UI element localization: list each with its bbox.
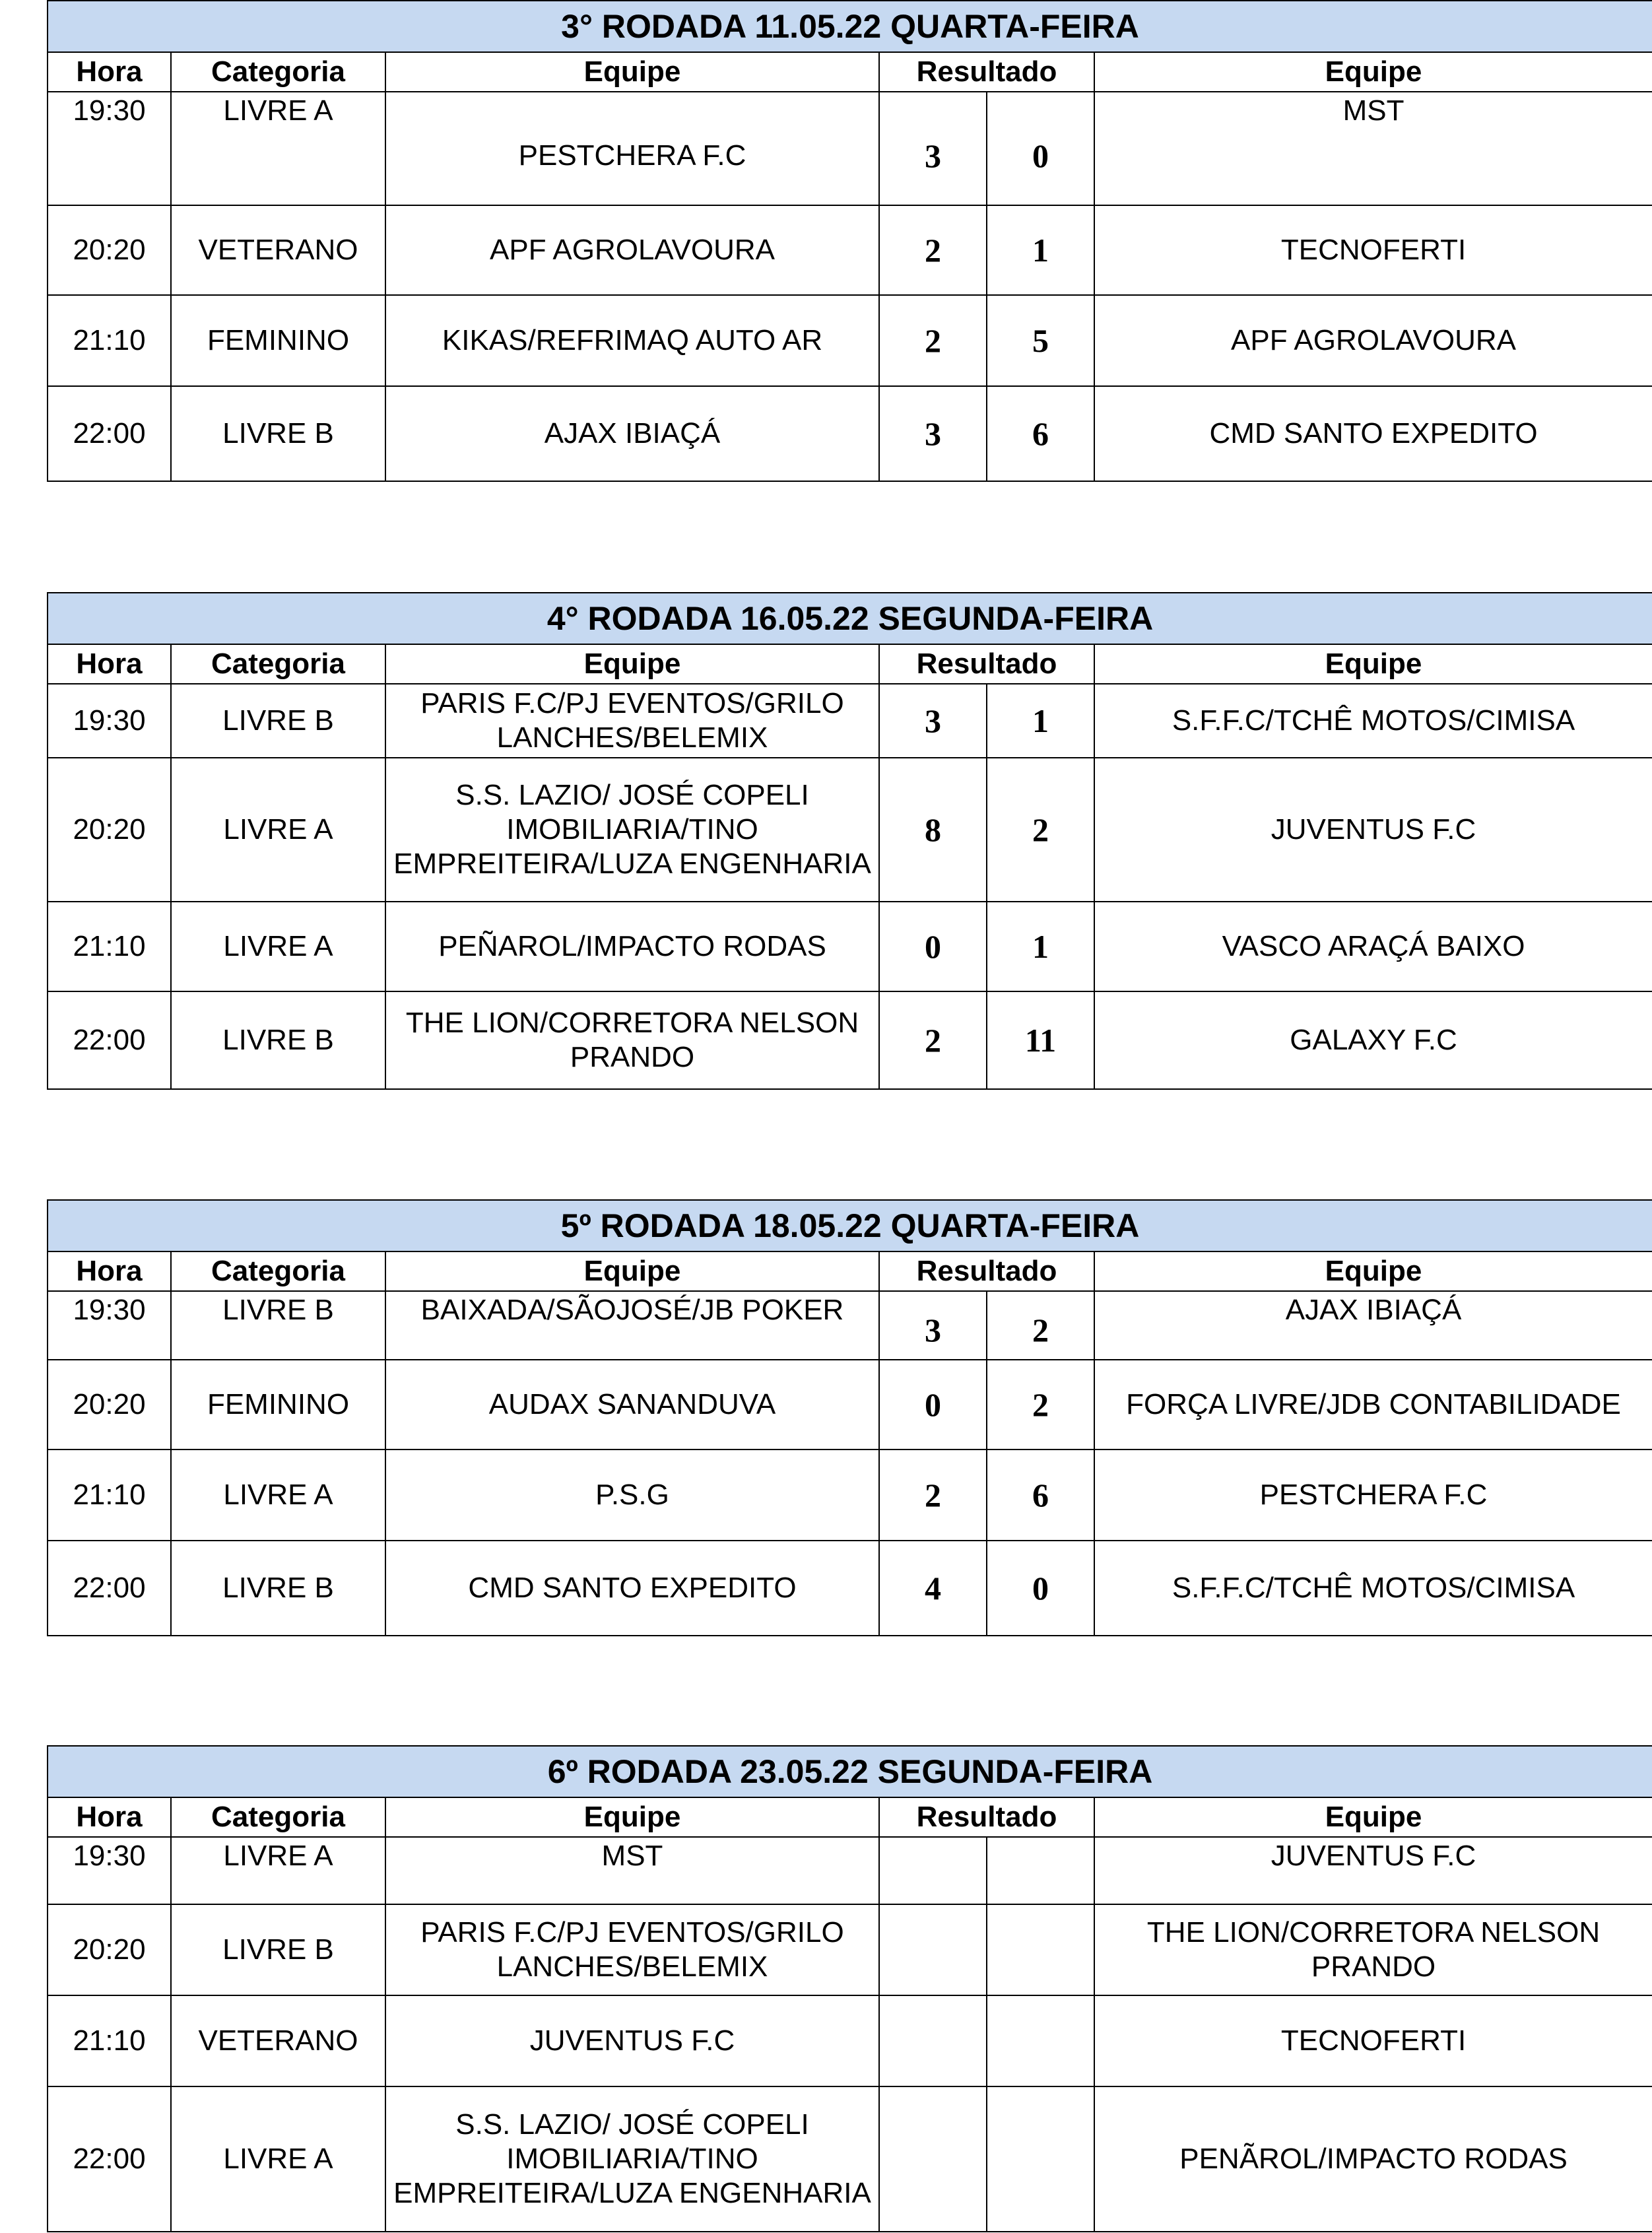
away-score [987, 1904, 1094, 1995]
header-categoria: Categoria [171, 1251, 385, 1291]
away-team: VASCO ARAÇÁ BAIXO [1094, 902, 1652, 991]
match-time: 21:10 [48, 295, 171, 386]
away-team: AJAX IBIAÇÁ [1094, 1291, 1652, 1360]
away-score: 2 [987, 758, 1094, 902]
away-score [987, 1995, 1094, 2086]
header-categoria: Categoria [171, 1797, 385, 1837]
match-row [48, 991, 1652, 1089]
match-time: 19:30 [48, 1837, 171, 1904]
away-score: 5 [987, 295, 1094, 386]
match-row [48, 902, 1652, 991]
header-resultado: Resultado [879, 1251, 1094, 1291]
match-row [48, 1360, 1652, 1450]
away-team: FORÇA LIVRE/JDB CONTABILIDADE [1094, 1360, 1652, 1450]
match-time: 20:20 [48, 758, 171, 902]
home-score: 4 [879, 1541, 987, 1636]
home-score: 3 [879, 684, 987, 758]
home-score: 2 [879, 1450, 987, 1541]
home-score: 3 [879, 386, 987, 481]
home-score [879, 1904, 987, 1995]
round-title: 6º RODADA 23.05.22 SEGUNDA-FEIRA [48, 1746, 1652, 1797]
home-score: 8 [879, 758, 987, 902]
match-category: LIVRE B [171, 1541, 385, 1636]
round-title: 4° RODADA 16.05.22 SEGUNDA-FEIRA [48, 593, 1652, 644]
away-team: MST [1094, 92, 1652, 205]
header-resultado: Resultado [879, 52, 1094, 92]
match-time: 20:20 [48, 205, 171, 295]
home-team: PARIS F.C/PJ EVENTOS/GRILO LANCHES/BELEMIX [385, 1904, 879, 1995]
header-resultado: Resultado [879, 644, 1094, 684]
home-team: KIKAS/REFRIMAQ AUTO AR [385, 295, 879, 386]
home-score: 2 [879, 295, 987, 386]
home-team: PEÑAROL/IMPACTO RODAS [385, 902, 879, 991]
home-score [879, 1837, 987, 1904]
home-team: MST [385, 1837, 879, 1904]
match-category: FEMININO [171, 295, 385, 386]
header-equipe-home: Equipe [385, 52, 879, 92]
match-row [48, 295, 1652, 386]
home-team: BAIXADA/SÃOJOSÉ/JB POKER [385, 1291, 879, 1360]
home-team: PESTCHERA F.C [385, 92, 879, 205]
header-equipe-home: Equipe [385, 1797, 879, 1837]
round-3-table [47, 0, 1652, 482]
away-team: GALAXY F.C [1094, 991, 1652, 1089]
away-score [987, 2086, 1094, 2232]
match-time: 20:20 [48, 1360, 171, 1450]
match-category: LIVRE B [171, 684, 385, 758]
home-score: 3 [879, 1291, 987, 1360]
match-time: 20:20 [48, 1904, 171, 1995]
match-time: 21:10 [48, 902, 171, 991]
away-score: 0 [987, 92, 1094, 205]
round-6-table [47, 1745, 1652, 2232]
match-category: LIVRE B [171, 991, 385, 1089]
round-4-table [47, 592, 1652, 1090]
match-category: LIVRE B [171, 1291, 385, 1360]
match-time: 19:30 [48, 92, 171, 205]
away-score [987, 1837, 1094, 1904]
header-equipe-away: Equipe [1094, 1797, 1652, 1837]
away-team: PESTCHERA F.C [1094, 1450, 1652, 1541]
away-team: PENÃROL/IMPACTO RODAS [1094, 2086, 1652, 2232]
round-title: 3° RODADA 11.05.22 QUARTA-FEIRA [48, 1, 1652, 52]
match-row [48, 684, 1652, 758]
header-equipe-home: Equipe [385, 644, 879, 684]
header-resultado: Resultado [879, 1797, 1094, 1837]
header-hora: Hora [48, 644, 171, 684]
match-time: 22:00 [48, 1541, 171, 1636]
match-category: LIVRE A [171, 2086, 385, 2232]
match-category: LIVRE A [171, 902, 385, 991]
header-hora: Hora [48, 1251, 171, 1291]
header-equipe-away: Equipe [1094, 52, 1652, 92]
home-team: AUDAX SANANDUVA [385, 1360, 879, 1450]
match-category: LIVRE A [171, 1450, 385, 1541]
away-score: 11 [987, 991, 1094, 1089]
match-row [48, 758, 1652, 902]
away-score: 1 [987, 205, 1094, 295]
match-category: LIVRE A [171, 1837, 385, 1904]
away-score: 2 [987, 1291, 1094, 1360]
match-time: 22:00 [48, 386, 171, 481]
round-title: 5º RODADA 18.05.22 QUARTA-FEIRA [48, 1200, 1652, 1251]
match-time: 22:00 [48, 991, 171, 1089]
away-score: 2 [987, 1360, 1094, 1450]
match-row [48, 386, 1652, 481]
home-team: S.S. LAZIO/ JOSÉ COPELI IMOBILIARIA/TINO EMPREITEIRA/LUZA ENGENHARIA [385, 2086, 879, 2232]
match-row [48, 1904, 1652, 1995]
away-team: JUVENTUS F.C [1094, 1837, 1652, 1904]
header-equipe-away: Equipe [1094, 1251, 1652, 1291]
match-time: 22:00 [48, 2086, 171, 2232]
match-category: LIVRE B [171, 386, 385, 481]
home-score: 2 [879, 205, 987, 295]
home-score: 3 [879, 92, 987, 205]
home-team: THE LION/CORRETORA NELSON PRANDO [385, 991, 879, 1089]
away-score: 1 [987, 684, 1094, 758]
home-team: JUVENTUS F.C [385, 1995, 879, 2086]
match-time: 21:10 [48, 1995, 171, 2086]
match-row [48, 1291, 1652, 1360]
home-team: PARIS F.C/PJ EVENTOS/GRILO LANCHES/BELEMIX [385, 684, 879, 758]
match-row [48, 1541, 1652, 1636]
away-team: CMD SANTO EXPEDITO [1094, 386, 1652, 481]
away-score: 1 [987, 902, 1094, 991]
home-score: 2 [879, 991, 987, 1089]
round-5-table [47, 1199, 1652, 1636]
home-team: S.S. LAZIO/ JOSÉ COPELI IMOBILIARIA/TINO EMPREITEIRA/LUZA ENGENHARIA [385, 758, 879, 902]
header-categoria: Categoria [171, 644, 385, 684]
home-team: APF AGROLAVOURA [385, 205, 879, 295]
away-team: TECNOFERTI [1094, 1995, 1652, 2086]
match-category: LIVRE B [171, 1904, 385, 1995]
match-time: 21:10 [48, 1450, 171, 1541]
away-team: JUVENTUS F.C [1094, 758, 1652, 902]
home-score: 0 [879, 902, 987, 991]
home-team: AJAX IBIAÇÁ [385, 386, 879, 481]
match-row [48, 1450, 1652, 1541]
home-team: CMD SANTO EXPEDITO [385, 1541, 879, 1636]
away-team: APF AGROLAVOURA [1094, 295, 1652, 386]
home-score: 0 [879, 1360, 987, 1450]
header-categoria: Categoria [171, 52, 385, 92]
match-row [48, 1995, 1652, 2086]
match-category: VETERANO [171, 205, 385, 295]
away-team: S.F.F.C/TCHÊ MOTOS/CIMISA [1094, 684, 1652, 758]
away-score: 6 [987, 386, 1094, 481]
match-time: 19:30 [48, 1291, 171, 1360]
header-hora: Hora [48, 1797, 171, 1837]
home-team: P.S.G [385, 1450, 879, 1541]
away-team: S.F.F.C/TCHÊ MOTOS/CIMISA [1094, 1541, 1652, 1636]
header-hora: Hora [48, 52, 171, 92]
match-row [48, 2086, 1652, 2232]
match-category: VETERANO [171, 1995, 385, 2086]
away-score: 0 [987, 1541, 1094, 1636]
match-row [48, 92, 1652, 205]
home-score [879, 1995, 987, 2086]
match-category: FEMININO [171, 1360, 385, 1450]
match-row [48, 1837, 1652, 1904]
header-equipe-home: Equipe [385, 1251, 879, 1291]
home-score [879, 2086, 987, 2232]
match-category: LIVRE A [171, 758, 385, 902]
match-category: LIVRE A [171, 92, 385, 205]
header-equipe-away: Equipe [1094, 644, 1652, 684]
away-team: TECNOFERTI [1094, 205, 1652, 295]
away-score: 6 [987, 1450, 1094, 1541]
away-team: THE LION/CORRETORA NELSON PRANDO [1094, 1904, 1652, 1995]
match-time: 19:30 [48, 684, 171, 758]
match-row [48, 205, 1652, 295]
